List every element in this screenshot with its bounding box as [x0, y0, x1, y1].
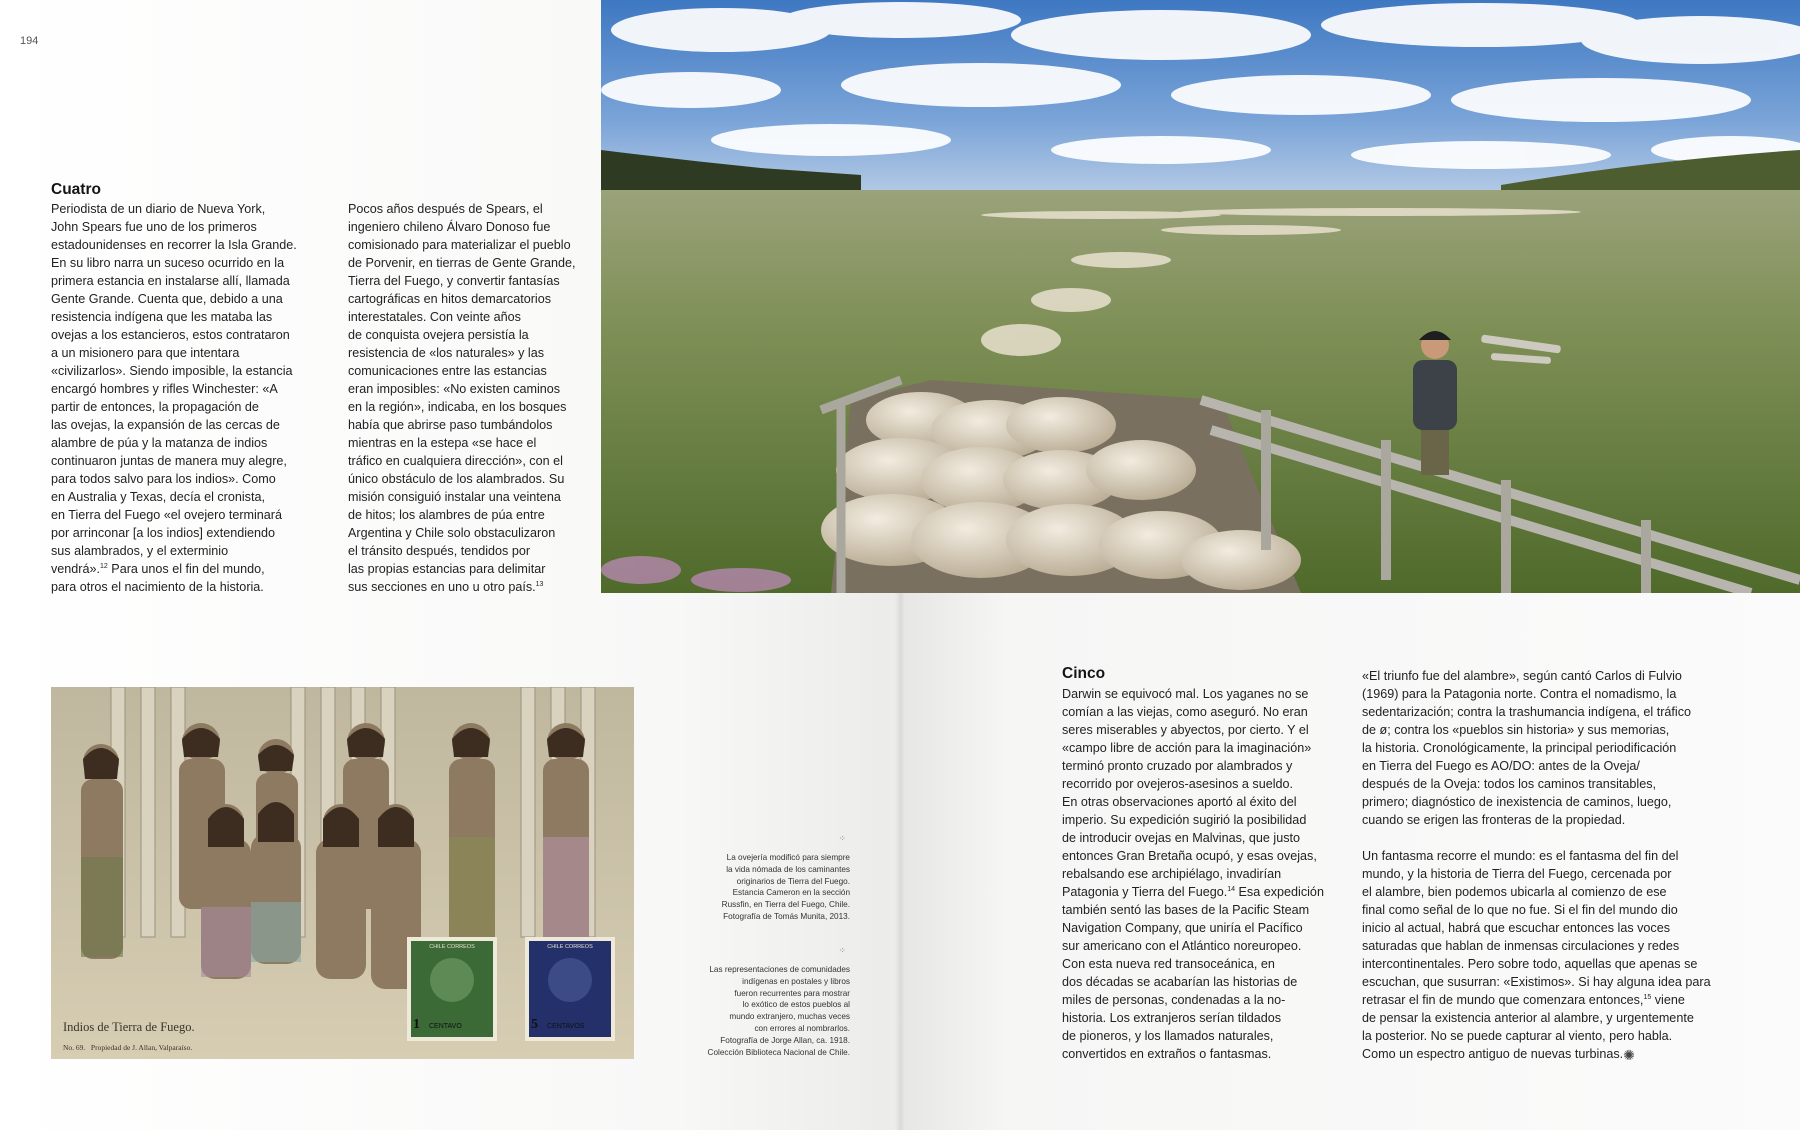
text-line: (1969) para la Patagonia norte. Contra el nomadismo, la: [1362, 687, 1677, 701]
text-line: sedentarización; contra la trashumancia indígena, el tráfico: [1362, 705, 1692, 719]
text-fragment: Patagonia y Tierra del Fuego.: [1062, 885, 1228, 899]
text-line: también sentó las bases de la Pacific Steam: [1062, 903, 1310, 917]
text-line: en Tierra del Fuego «el ovejero terminará: [51, 508, 283, 522]
text-line: Periodista de un diario de Nueva York,: [51, 202, 266, 216]
caption-2-marker: ⁘: [839, 946, 847, 955]
text-line: de introducir ovejas en Malvinas, que justo: [1062, 831, 1301, 845]
text-line: de pensar la existencia anterior al alambre, y urgentemente: [1362, 1011, 1694, 1025]
cinco-column-2: [1362, 667, 1711, 1063]
text-fragment: viene: [1651, 993, 1685, 1007]
text-line: de hitos; los alambres de púa entre: [348, 508, 545, 522]
text-line: rebalsando ese archipiélago, invadirían: [1062, 867, 1282, 881]
text-line: misión consiguió instalar una veintena: [348, 490, 561, 504]
text-line: «El triunfo fue del alambre», según cantó Carlos di Fulvio: [1362, 669, 1682, 683]
text-line: recorrido por ovejeros-asesinos a sueldo.: [1062, 777, 1294, 791]
caption-line: indígenas en postales y libros: [742, 976, 850, 986]
text-line: continuaron juntas de manera muy alegre,: [51, 454, 287, 468]
text-line: comunicaciones entre las estancias: [348, 364, 547, 378]
text-line: las ovejas, la expansión de las cercas de: [51, 418, 280, 432]
text-line: final como señal de lo que no fue. Si el fin del mundo dio: [1362, 903, 1678, 917]
text-line: convertidos en extraños o fantasmas.: [1062, 1047, 1272, 1061]
text-line: [51, 560, 297, 578]
text-fragment: Para unos el fin del mundo,: [107, 562, 265, 576]
caption-line: originarios de Tierra del Fuego.: [736, 876, 850, 886]
text-line: comisionado para materializar el pueblo: [348, 238, 571, 252]
text-line: sur americano con el Atlántico noreuropeo.: [1062, 939, 1302, 953]
text-line: En su libro narra un suceso ocurrido en la: [51, 256, 285, 270]
caption-photo-2: [640, 964, 850, 1058]
stamp-1-top-text: CHILE CORREOS: [429, 944, 475, 950]
stamp-2-label: CENTAVOS: [547, 1023, 585, 1030]
text-line: imperio. Su expedición sugirió la posibilidad: [1062, 813, 1307, 827]
text-line: en Australia y Texas, decía el cronista,: [51, 490, 265, 504]
text-line: cuando se erigen las fronteras de la propiedad.: [1362, 813, 1626, 827]
text-line: único obstáculo de los alambrados. Su: [348, 472, 565, 486]
text-line: entonces Gran Bretaña ocupó, y esas ovejas,: [1062, 849, 1317, 863]
text-line: la historia. Cronológicamente, la principal periodificación: [1362, 741, 1677, 755]
text-line: de pioneros, y los llamados naturales,: [1062, 1029, 1274, 1043]
text-line: comían a las viejas, como aseguró. No eran: [1062, 705, 1308, 719]
caption-line: Colección Biblioteca Nacional de Chile.: [707, 1047, 850, 1057]
stamp-1-value: 1: [413, 1017, 420, 1032]
text-line: de conquista ovejera persistía la: [348, 328, 529, 342]
text-line: historia. Los extranjeros serían tildados: [1062, 1011, 1282, 1025]
text-line: eran imposibles: «No existen caminos: [348, 382, 561, 396]
indigenous-group-postcard-illustration: [51, 687, 634, 1059]
paragraph-gap: [1362, 829, 1711, 847]
caption-line: fueron recurrentes para mostrar: [734, 988, 850, 998]
text-line: cartográficas en hitos demarcatorios: [348, 292, 551, 306]
text-fragment: sus secciones en uno u otro país.: [348, 580, 536, 594]
postcard-imprint: No. 69. Propiedad de J. Allan, Valparaíso.: [63, 1043, 193, 1052]
stamp-2-value: 5: [531, 1017, 538, 1032]
caption-line: Russfin, en Tierra del Fuego, Chile.: [721, 900, 850, 910]
caption-line: lo exótico de estos pueblos al: [742, 1000, 850, 1010]
cinco-column-1: [1062, 685, 1324, 1063]
caption-line: Fotografía de Tomás Munita, 2013.: [723, 911, 850, 921]
text-line: «campo libre de acción para la imaginación»: [1062, 741, 1312, 755]
section-heading-cinco: Cinco: [1062, 665, 1106, 682]
text-line: el alambre, bien podemos ubicarla al comienzo de ese: [1362, 885, 1667, 899]
text-line: interestatales. Con veinte años: [348, 310, 521, 324]
cuatro-column-2: [348, 200, 576, 596]
footnote-ref: 12: [100, 562, 108, 570]
text-line: mundo, y la historia de Tierra del Fuego, cercenada por: [1362, 867, 1672, 881]
footnote-ref: 14: [1227, 885, 1236, 893]
text-line: [1062, 883, 1324, 901]
text-line: por arrinconar [a los indios] extendiendo: [51, 526, 276, 540]
text-line: la posterior. No se puede capturar al viento, pero habla.: [1362, 1029, 1673, 1043]
page-number: 194: [20, 35, 39, 47]
text-line: ovejas a los estancieros, estos contrataron: [51, 328, 290, 342]
caption-line: la vida nómada de los caminantes: [726, 864, 850, 874]
caption-line: mundo extranjero, muchas veces: [729, 1012, 850, 1022]
sheep-herd-photo: [601, 0, 1800, 593]
text-line: Un fantasma recorre el mundo: es el fantasma del fin del: [1362, 849, 1679, 863]
text-line: escuchan, que susurran: «Existimos». Si hay alguna idea para: [1362, 975, 1711, 989]
text-line: resistencia de «los naturales» y las: [348, 346, 545, 360]
text-line: primero; diagnóstico de inexistencia de caminos, luego,: [1362, 795, 1672, 809]
caption-photo-1: [640, 852, 850, 923]
text-line: Como un espectro antiguo de nuevas turbinas.✺: [1362, 1046, 1635, 1063]
text-fragment: retrasar el fin de mundo que comenzara entonces,: [1362, 993, 1644, 1007]
caption-line: Las representaciones de comunidades: [709, 965, 850, 974]
text-line: Darwin se equivocó mal. Los yaganes no se: [1062, 687, 1309, 701]
footnote-ref: 15: [1643, 993, 1652, 1001]
text-line: sus alambrados, y el exterminio: [51, 544, 229, 558]
text-line: encargó hombres y rifles Winchester: «A: [51, 382, 278, 396]
caption-line: Fotografía de Jorge Allan, ca. 1918.: [720, 1035, 850, 1045]
caption-line: La ovejería modificó para siempre: [726, 853, 850, 862]
caption-line: con errores al nombrarlos.: [754, 1023, 850, 1033]
end-mark-icon: ✺: [1623, 1046, 1635, 1063]
text-line: después de la Oveja: todos los caminos transitables,: [1362, 777, 1657, 791]
caption-line: Estancia Cameron en la sección: [732, 888, 850, 898]
text-fragment: vendrá».: [51, 562, 101, 576]
text-line: Pocos años después de Spears, el: [348, 202, 543, 216]
section-heading-cuatro: Cuatro: [51, 181, 101, 198]
sheep-herd-illustration: [601, 0, 1800, 593]
text-line: las propias estancias para delimitar: [348, 562, 546, 576]
text-line: el tránsito después, tendidos por: [348, 544, 531, 558]
text-line: en la región», indicaba, en los bosques: [348, 400, 567, 414]
text-line: Tierra del Fuego, y convertir fantasías: [348, 274, 560, 288]
text-line: en Tierra del Fuego es AO/DO: antes de la Oveja/: [1362, 759, 1640, 773]
postcard-title: Indios de Tierra de Fuego.: [63, 1020, 195, 1034]
text-line: Argentina y Chile solo obstaculizaron: [348, 526, 556, 540]
text-line: John Spears fue uno de los primeros: [51, 220, 257, 234]
text-line: Navigation Company, que uniría el Pacífico: [1062, 921, 1303, 935]
text-line: En otras observaciones aportó al éxito del: [1062, 795, 1297, 809]
stamp-1-label: CENTAVO: [429, 1023, 462, 1030]
text-line: para otros el nacimiento de la historia.: [51, 580, 264, 594]
footnote-ref: 13: [535, 580, 544, 588]
text-line: «civilizarlos». Siendo imposible, la estancia: [51, 364, 293, 378]
text-line: resistencia indígena que les mataba las: [51, 310, 273, 324]
text-line: a un misionero para que intentara: [51, 346, 240, 360]
text-line: Gente Grande. Cuenta que, debido a una: [51, 292, 283, 306]
text-line: dos décadas se acabarían las historias de: [1062, 975, 1298, 989]
text-line: seres miserables y abyectos, por cierto. Y el: [1062, 723, 1309, 737]
text-line: primera estancia en instalarse allí, llamada: [51, 274, 290, 288]
text-line: partir de entonces, la propagación de: [51, 400, 259, 414]
text-line: [1362, 991, 1711, 1009]
text-line: mientras en la estepa «se hace el: [348, 436, 537, 450]
text-line: saturadas que hablan de inmensas circulaciones y redes: [1362, 939, 1680, 953]
text-line: inicio al actual, habrá que escuchar entonces las voces: [1362, 921, 1671, 935]
text-line: intercontinentales. Pero sobre todo, aquellas que apenas se: [1362, 957, 1698, 971]
text-line: alambre de púa y la matanza de indios: [51, 436, 268, 450]
text-line: tráfico en cualquiera dirección», con el: [348, 454, 563, 468]
postcard-image: [51, 687, 634, 1059]
text-line: de ø; contra los «pueblos sin historia» y sus memorias,: [1362, 723, 1670, 737]
text-line: miles de personas, condenadas a la no-: [1062, 993, 1286, 1007]
text-line: [348, 578, 576, 596]
stamp-2-top-text: CHILE CORREOS: [547, 944, 593, 950]
text-fragment: Esa expedición: [1235, 885, 1324, 899]
caption-1-marker: ⁘: [839, 834, 847, 843]
text-line: para todos salvo para los indios». Como: [51, 472, 276, 486]
text-line: ingeniero chileno Álvaro Donoso fue: [348, 220, 551, 234]
text-line: de Porvenir, en tierras de Gente Grande,: [348, 256, 576, 270]
text-line: Con esta nueva red transoceánica, en: [1062, 957, 1275, 971]
text-line: terminó pronto cruzado por alambrados y: [1062, 759, 1293, 773]
text-line: había que abrirse paso tumbándolos: [348, 418, 553, 432]
cuatro-column-1: [51, 200, 297, 596]
text-line: estadounidenses en recorrer la Isla Grande.: [51, 238, 297, 252]
